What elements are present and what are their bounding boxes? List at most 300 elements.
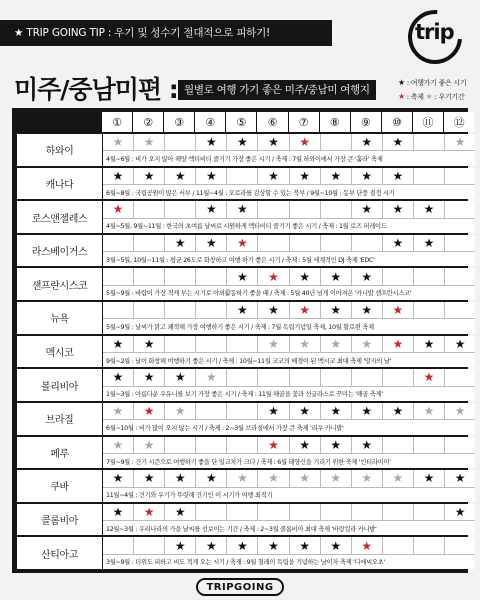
month-cell	[290, 537, 321, 553]
month-cell	[258, 470, 289, 486]
month-header: ③	[164, 112, 194, 132]
month-cell	[103, 403, 134, 419]
month-cells	[103, 437, 475, 454]
month-cells	[103, 302, 475, 319]
month-cell	[134, 336, 165, 352]
month-cell	[103, 201, 134, 217]
month-cell	[165, 168, 196, 184]
festival-star-icon: ★	[143, 504, 155, 519]
month-cells	[103, 134, 475, 151]
country-row	[17, 369, 475, 401]
good-season-star-icon: ★	[299, 437, 310, 452]
month-cell	[290, 504, 321, 520]
row-content	[103, 336, 475, 368]
month-cell	[414, 369, 445, 385]
month-cell	[103, 268, 134, 284]
rainy-season-star-icon: ★	[268, 471, 279, 486]
row-description: 6월~10월 : 비가 많이 오지 않는 시기 / 축제 : 2~3월 브라질에서 가장 큰 축제 '리우 카니발'	[106, 424, 344, 432]
month-cell	[290, 235, 321, 251]
schedule-grid	[17, 112, 466, 569]
month-cell	[258, 504, 289, 520]
month-cells	[103, 235, 475, 252]
rainy-season-star-icon: ★	[423, 404, 435, 419]
month-cell	[321, 302, 352, 318]
good-season-star-icon: ★	[268, 303, 279, 318]
month-header: ⑧	[320, 112, 350, 132]
month-cell	[258, 268, 289, 284]
month-cell	[383, 134, 414, 150]
month-cell	[445, 437, 475, 453]
good-season-star-icon: ★	[205, 538, 217, 553]
month-cell	[165, 470, 196, 486]
country-name: 콜롬비아	[17, 504, 102, 536]
good-season-star-icon: ★	[454, 336, 466, 351]
country-name: 하와이	[17, 134, 102, 166]
month-cell	[352, 537, 383, 553]
festival-star-icon: ★	[392, 336, 404, 351]
month-cell	[227, 168, 258, 184]
good-season-star-icon: ★	[392, 236, 404, 251]
month-header: ⑥	[257, 112, 287, 132]
rainy-season-star-icon: ★	[205, 370, 217, 385]
month-cell	[227, 235, 258, 251]
rainy-season-star-icon: ★	[361, 336, 373, 351]
month-cell	[103, 437, 134, 453]
month-cell	[196, 336, 227, 352]
black-star-icon: ★	[398, 78, 405, 87]
country-name: 페루	[17, 437, 102, 469]
country-row	[17, 504, 475, 536]
month-cell	[103, 336, 134, 352]
row-content	[103, 302, 475, 334]
month-header: ⑩	[382, 112, 412, 132]
rainy-season-star-icon: ★	[299, 471, 310, 486]
month-cell	[258, 403, 289, 419]
good-season-star-icon: ★	[299, 269, 310, 284]
month-cell	[352, 268, 383, 284]
good-season-star-icon: ★	[330, 168, 342, 183]
month-cell	[258, 537, 289, 553]
good-season-star-icon: ★	[423, 336, 435, 351]
rainy-season-star-icon: ★	[112, 404, 124, 419]
month-cell	[165, 504, 196, 520]
month-cell	[258, 302, 289, 318]
month-cell	[352, 235, 383, 251]
legend-rainy-label: 우기기간	[438, 93, 465, 101]
month-cells	[103, 504, 475, 521]
month-cell	[165, 268, 196, 284]
month-cell	[103, 537, 134, 553]
month-cell	[290, 302, 321, 318]
month-cell	[196, 201, 227, 217]
month-cell	[290, 369, 321, 385]
month-header: ④	[195, 112, 225, 132]
month-cell	[383, 201, 414, 217]
month-cell	[134, 134, 165, 150]
month-cell	[134, 168, 165, 184]
month-cell	[196, 134, 227, 150]
month-cell	[352, 369, 383, 385]
legend-festival-label: 축제	[410, 93, 424, 101]
month-cell	[321, 470, 352, 486]
row-content	[103, 504, 475, 536]
month-cell	[258, 134, 289, 150]
good-season-star-icon: ★	[143, 168, 155, 183]
month-cell	[352, 470, 383, 486]
month-cell	[196, 470, 227, 486]
country-name: 브라질	[17, 403, 102, 435]
month-cell	[414, 537, 445, 553]
month-cell	[196, 235, 227, 251]
row-content	[103, 235, 475, 267]
month-header: ⑨	[351, 112, 381, 132]
month-cell	[383, 235, 414, 251]
country-name: 뉴욕	[17, 302, 102, 334]
month-header: ①	[102, 112, 132, 132]
good-season-star-icon: ★	[268, 404, 279, 419]
month-cell	[383, 537, 414, 553]
month-cell	[165, 537, 196, 553]
month-cell	[227, 268, 258, 284]
page-subtitle: 월별로 여행 가기 좋은 미주/중남미 여행지	[178, 80, 376, 100]
country-row	[17, 134, 475, 166]
month-cell	[383, 403, 414, 419]
festival-star-icon: ★	[423, 370, 435, 385]
row-description: 5월~9월 : 날씨가 맑고 쾌적해 가장 여행하기 좋은 시기 / 축제 : 7월 독립기념일 축제, 10월 할로윈 축제	[106, 324, 374, 332]
festival-star-icon: ★	[268, 437, 279, 452]
good-season-star-icon: ★	[361, 404, 373, 419]
month-cell	[321, 168, 352, 184]
row-description: 4월~6월 : 비가 오지 않아 해양 액티비티 즐기기 가장 좋은 시기 / 축제 : 7월 하와이에서 가장 큰 '훌라' 축제	[106, 155, 383, 163]
month-cell	[196, 437, 227, 453]
good-season-star-icon: ★	[205, 135, 217, 150]
good-season-star-icon: ★	[330, 404, 342, 419]
good-season-star-icon: ★	[361, 135, 373, 150]
rainy-season-star-icon: ★	[112, 437, 124, 452]
good-season-star-icon: ★	[361, 303, 373, 318]
month-cell	[321, 268, 352, 284]
month-cells	[103, 268, 475, 285]
month-cell	[134, 470, 165, 486]
month-cell	[258, 235, 289, 251]
month-cells	[103, 336, 475, 353]
month-cell	[227, 470, 258, 486]
month-cell	[414, 437, 445, 453]
good-season-star-icon: ★	[454, 504, 466, 519]
month-cell	[103, 470, 134, 486]
rainy-season-star-icon: ★	[143, 135, 155, 150]
good-season-star-icon: ★	[174, 538, 186, 553]
month-header: ⑫	[444, 112, 474, 132]
month-cell	[321, 201, 352, 217]
country-name: 멕시코	[17, 336, 102, 368]
month-cell	[414, 403, 445, 419]
country-name: 로스앤젤레스	[17, 201, 102, 233]
month-cell	[290, 470, 321, 486]
festival-star-icon: ★	[268, 269, 279, 284]
month-cell	[290, 336, 321, 352]
good-season-star-icon: ★	[237, 202, 248, 217]
good-season-star-icon: ★	[205, 236, 217, 251]
good-season-star-icon: ★	[112, 370, 124, 385]
month-cell	[352, 134, 383, 150]
month-cell	[227, 437, 258, 453]
good-season-star-icon: ★	[268, 135, 279, 150]
month-cell	[227, 302, 258, 318]
good-season-star-icon: ★	[423, 202, 435, 217]
good-season-star-icon: ★	[330, 437, 342, 452]
month-cell	[383, 168, 414, 184]
month-header: ②	[133, 112, 163, 132]
good-season-star-icon: ★	[299, 404, 310, 419]
good-season-star-icon: ★	[143, 471, 155, 486]
rainy-season-star-icon: ★	[268, 336, 279, 351]
month-cell	[196, 268, 227, 284]
good-season-star-icon: ★	[454, 471, 466, 486]
rainy-season-star-icon: ★	[174, 404, 186, 419]
month-cell	[165, 134, 196, 150]
month-cell	[383, 437, 414, 453]
month-cell	[414, 134, 445, 150]
month-cell	[103, 168, 134, 184]
month-cell	[134, 403, 165, 419]
month-header: ⑪	[413, 112, 443, 132]
good-season-star-icon: ★	[174, 168, 186, 183]
month-cells	[103, 168, 475, 185]
month-cell	[352, 201, 383, 217]
good-season-star-icon: ★	[143, 370, 155, 385]
rainy-season-star-icon: ★	[330, 336, 342, 351]
row-description: 1월~3월 : 아름다운 우유니를 보기 가장 좋은 시기 / 축제 : 11월 해골을 꽃과 선글라스로 꾸미는 '해골 축제'	[106, 391, 383, 399]
good-season-star-icon: ★	[237, 538, 248, 553]
month-cell	[290, 403, 321, 419]
month-cell	[227, 134, 258, 150]
month-cell	[134, 369, 165, 385]
row-description: 6월~8월 : 국립공원이 많은 서부 / 11월~4월 : 오로라를 감상할 수 있는 북부 / 9월~10월 : 동부 단풍 절정 시기	[106, 189, 395, 197]
month-cell	[445, 369, 475, 385]
good-season-star-icon: ★	[423, 471, 435, 486]
row-description: 3월~9월 : 더위도 피하고 비도 적게 오는 시기 / 축제 : 9월 칠레의 독립을 기념하는 날이자 축제 '디에씨오초'	[106, 559, 385, 567]
month-cell	[414, 504, 445, 520]
country-row	[17, 336, 475, 368]
month-cell	[321, 369, 352, 385]
month-cell	[352, 403, 383, 419]
gray-star-icon: ★	[425, 92, 433, 101]
good-season-star-icon: ★	[205, 471, 217, 486]
month-cell	[321, 235, 352, 251]
month-cell	[321, 537, 352, 553]
rainy-season-star-icon: ★	[454, 135, 466, 150]
month-cell	[134, 235, 165, 251]
month-cell	[227, 369, 258, 385]
month-cell	[103, 302, 134, 318]
month-cell	[321, 437, 352, 453]
row-description: 3월~5월, 10월~11월 : 평균 26도로 화창하고 여행 하기 좋은 시기 / 축제 : 5월 세계적인 DJ 축제 'EDC'	[106, 256, 375, 264]
month-cell	[445, 134, 475, 150]
row-content	[103, 537, 475, 569]
month-cell	[414, 268, 445, 284]
good-season-star-icon: ★	[299, 168, 310, 183]
month-cell	[258, 369, 289, 385]
good-season-star-icon: ★	[361, 202, 373, 217]
month-cell	[196, 537, 227, 553]
month-cell	[414, 470, 445, 486]
row-description: 4월~5월, 9월~11월 : 한국의 초여름 날씨로 시원하게 액티비티 즐기기 좋은 시기 / 축제 : 1월 로즈 퍼레이드	[106, 223, 387, 231]
row-content	[103, 268, 475, 300]
row-content	[103, 369, 475, 401]
month-cell	[165, 201, 196, 217]
country-row	[17, 235, 475, 267]
rainy-season-star-icon: ★	[143, 437, 155, 452]
footer-brand: TRIPGOING	[196, 578, 284, 596]
good-season-star-icon: ★	[237, 269, 248, 284]
month-cell	[321, 403, 352, 419]
festival-star-icon: ★	[299, 135, 310, 150]
month-cell	[414, 201, 445, 217]
row-description: 7월~9월 : 건기 시즌으로 여행하기 좋을 단 일교차가 크다 / 축제 : 6월 태양신을 기리기 위한 축제 '인티라이미'	[106, 458, 391, 466]
country-name: 볼리비아	[17, 369, 102, 401]
good-season-star-icon: ★	[143, 336, 155, 351]
rainy-season-star-icon: ★	[237, 471, 248, 486]
country-name: 캐나다	[17, 168, 102, 200]
month-cell	[383, 470, 414, 486]
trip-logo	[408, 10, 462, 64]
month-cell	[445, 235, 475, 251]
good-season-star-icon: ★	[174, 504, 186, 519]
country-name: 라스베이거스	[17, 235, 102, 267]
good-season-star-icon: ★	[205, 202, 217, 217]
rainy-season-star-icon: ★	[454, 404, 466, 419]
country-row	[17, 201, 475, 233]
month-cell	[165, 369, 196, 385]
month-cell	[445, 537, 475, 553]
festival-star-icon: ★	[112, 202, 124, 217]
country-row	[17, 403, 475, 435]
good-season-star-icon: ★	[174, 471, 186, 486]
month-cell	[445, 403, 475, 419]
month-cell	[165, 403, 196, 419]
rainy-season-star-icon: ★	[392, 471, 404, 486]
country-name: 샌프란시스코	[17, 268, 102, 300]
country-name: 쿠바	[17, 470, 102, 502]
month-cell	[134, 302, 165, 318]
row-content	[103, 437, 475, 469]
month-cell	[414, 302, 445, 318]
month-cell	[445, 504, 475, 520]
tip-banner: ★ TRIP GOING TIP : 우기 및 성수기 절대적으로 피하기!	[0, 20, 332, 46]
row-description: 12월~3월 : 우리나라의 가을 날씨를 선보이는 기간 / 축제 : 2~3월 콜롬비아 최대 축제 '바랑킬라 카니발'	[106, 525, 377, 533]
month-cell	[445, 168, 475, 184]
month-cell	[103, 134, 134, 150]
rainy-season-star-icon: ★	[112, 135, 124, 150]
country-row	[17, 268, 475, 300]
month-cell	[227, 201, 258, 217]
month-cell	[103, 369, 134, 385]
country-row	[17, 302, 475, 334]
rainy-season-star-icon: ★	[299, 336, 310, 351]
month-cell	[352, 437, 383, 453]
month-cell	[383, 336, 414, 352]
month-cell	[165, 302, 196, 318]
country-row	[17, 537, 475, 569]
good-season-star-icon: ★	[299, 538, 310, 553]
legend-good: ★ : 여행가기 좋은 시기	[398, 78, 467, 87]
good-season-star-icon: ★	[392, 135, 404, 150]
month-cell	[103, 235, 134, 251]
good-season-star-icon: ★	[112, 168, 124, 183]
good-season-star-icon: ★	[330, 269, 342, 284]
row-content	[103, 403, 475, 435]
good-season-star-icon: ★	[112, 504, 124, 519]
country-name: 산티아고	[17, 537, 102, 569]
row-content	[103, 201, 475, 233]
good-season-star-icon: ★	[330, 538, 342, 553]
good-season-star-icon: ★	[392, 168, 404, 183]
month-cell	[134, 537, 165, 553]
good-season-star-icon: ★	[361, 269, 373, 284]
month-cell	[352, 336, 383, 352]
month-cell	[196, 168, 227, 184]
month-cell	[196, 302, 227, 318]
row-description: 9월~2월 : 날이 화창해 여행하기 좋은 시기 / 축제 : 10월~11월 코코의 배경이 된 멕시코 최대 축제 '망자의 날'	[106, 357, 392, 365]
month-cell	[227, 504, 258, 520]
month-cell	[445, 336, 475, 352]
month-cell	[445, 470, 475, 486]
month-cell	[383, 369, 414, 385]
month-cell	[258, 336, 289, 352]
month-cell	[383, 268, 414, 284]
good-season-star-icon: ★	[330, 303, 342, 318]
month-cell	[258, 201, 289, 217]
country-row	[17, 168, 475, 200]
month-cell	[134, 504, 165, 520]
good-season-star-icon: ★	[423, 236, 435, 251]
rainy-season-star-icon: ★	[330, 471, 342, 486]
good-season-star-icon: ★	[268, 168, 279, 183]
month-header: ⑤	[226, 112, 256, 132]
festival-star-icon: ★	[361, 538, 373, 553]
month-cell	[196, 369, 227, 385]
good-season-star-icon: ★	[174, 370, 186, 385]
good-season-star-icon: ★	[392, 404, 404, 419]
red-star-icon: ★	[398, 92, 405, 101]
month-cell	[290, 268, 321, 284]
month-cell	[414, 336, 445, 352]
month-cells	[103, 201, 475, 218]
month-cell	[258, 168, 289, 184]
month-cell	[227, 537, 258, 553]
month-cell	[165, 336, 196, 352]
month-cell	[383, 302, 414, 318]
rainy-season-star-icon: ★	[361, 471, 373, 486]
month-cell	[352, 168, 383, 184]
month-cell	[290, 168, 321, 184]
row-description: 5월~9월 : 바람이 가장 적게 부는 시기로 야외활동하기 좋을 때 / 축제 : 5월 40년 넘게 이어져온 '카니발 샌프란시스코'	[106, 290, 412, 298]
row-content	[103, 134, 475, 166]
schedule-table	[12, 108, 468, 573]
month-cell	[196, 403, 227, 419]
month-cells	[103, 537, 475, 554]
month-cell	[165, 235, 196, 251]
month-cell	[352, 302, 383, 318]
good-season-star-icon: ★	[237, 303, 248, 318]
good-season-star-icon: ★	[268, 538, 279, 553]
month-cell	[352, 504, 383, 520]
month-cell	[165, 437, 196, 453]
month-cell	[321, 504, 352, 520]
row-content	[103, 168, 475, 200]
month-cell	[103, 504, 134, 520]
